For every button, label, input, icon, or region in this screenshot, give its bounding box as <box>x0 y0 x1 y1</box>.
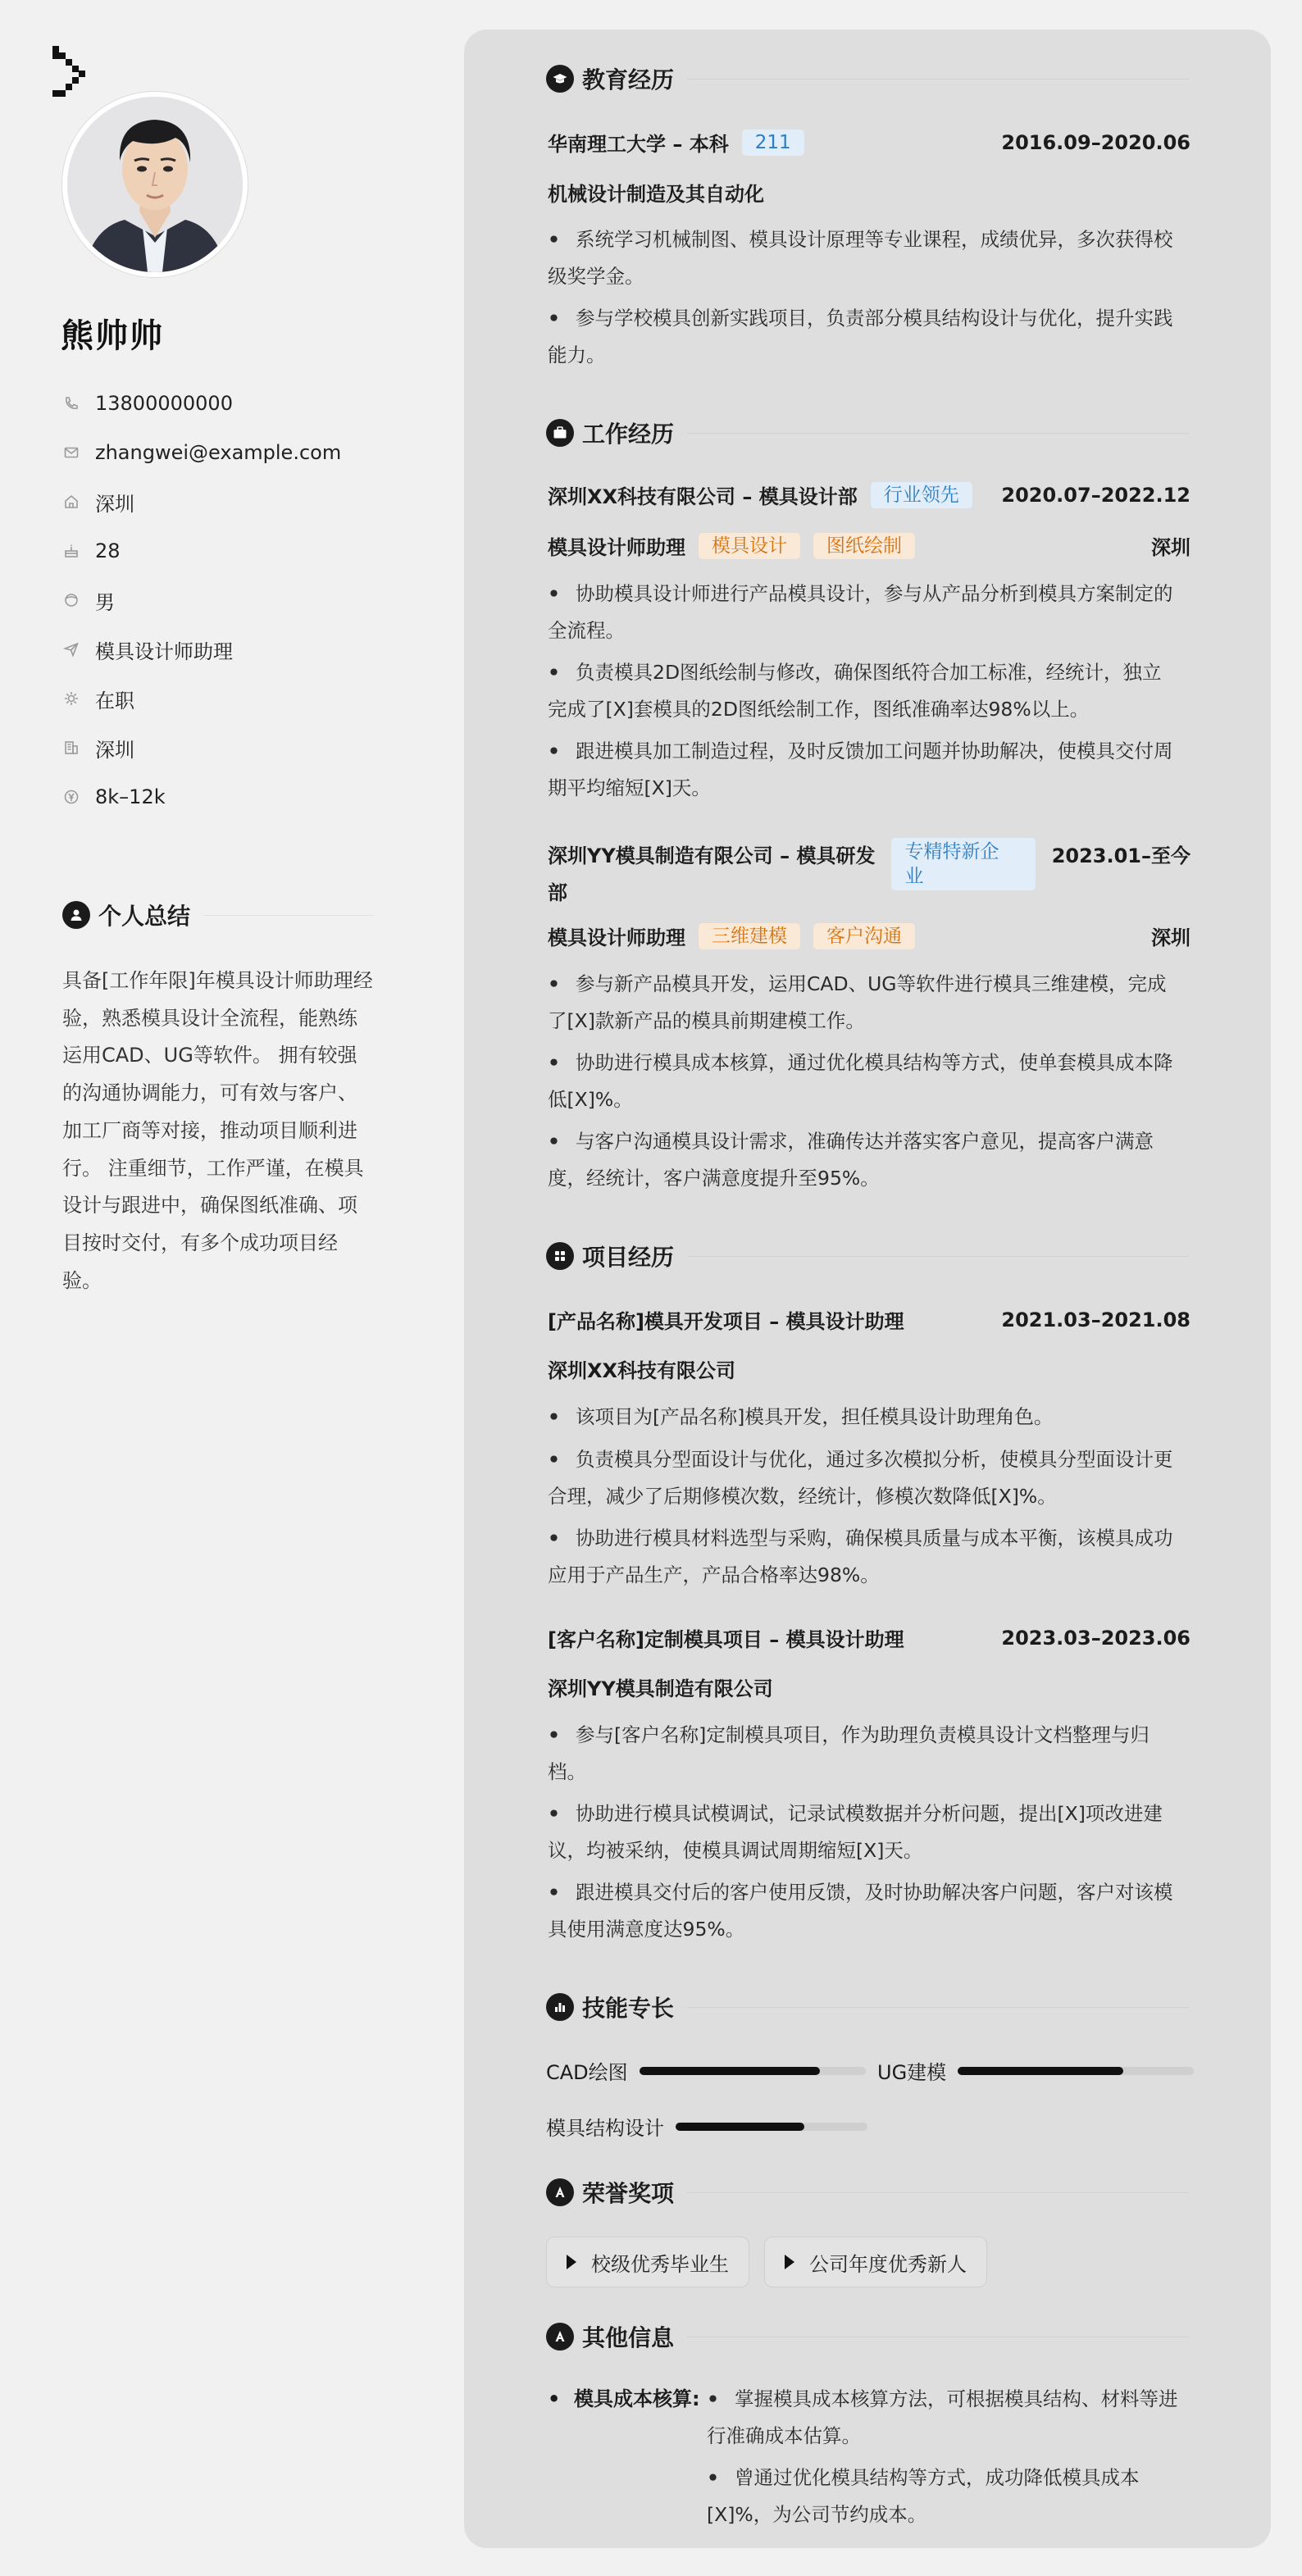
list-item: • 跟进模具交付后的客户使用反馈，及时协助解决客户问题，客户对该模 具使用满意度达95%。 <box>548 1874 1190 1948</box>
salary-text: 8k–12k <box>95 785 166 808</box>
list-item: • 负责模具2D图纸绘制与修改，确保图纸符合加工标准，经统计，独立 完成了[X]套模具的2D图纸绘制工作，图纸准确率达98%以上。 <box>548 654 1190 728</box>
bullet-line: 应用于产品生产，产品合格率达98%。 <box>548 1563 880 1586</box>
summary-line: 的沟通协调能力，可有效与客户、 <box>62 1081 357 1105</box>
work-section-header <box>546 418 1189 448</box>
grid-icon <box>546 1242 574 1270</box>
bullet-line: 该项目为[产品名称]模具开发，担任模具设计助理角色。 <box>576 1405 1054 1428</box>
list-item: • 协助进行模具试模调试，记录试模数据并分析问题，提出[X]项改进建 议，均被采纳，使模具调试周期缩短[X]天。 <box>548 1795 1190 1869</box>
bullet-line: 掌握模具成本核算方法，可根据模具结构、材料等进 <box>735 2387 1178 2410</box>
job-role-row <box>548 922 1190 950</box>
skill-name: 模具结构设计 <box>546 2117 664 2140</box>
project-header <box>548 1305 1190 1334</box>
education-row <box>548 128 1190 157</box>
left-column <box>0 0 443 2576</box>
major: 机械设计制造及其自动化 <box>548 183 764 206</box>
job-city: 深圳 <box>1151 536 1190 559</box>
job-header <box>548 838 1190 912</box>
status-icon <box>62 690 80 708</box>
award-icon <box>546 2323 574 2351</box>
email-text: zhangwei@example.com <box>95 441 342 464</box>
salary-icon <box>62 788 80 806</box>
bullet-line: 行准确成本估算。 <box>707 2424 861 2447</box>
summary-line: 具备[工作年限]年模具设计师助理经 <box>62 969 373 992</box>
other-key: • 模具成本核算: <box>548 2387 700 2410</box>
honor-label: 校级优秀毕业生 <box>591 2252 729 2276</box>
project-date: 2021.03–2021.08 <box>1001 1308 1190 1331</box>
info-salary <box>62 772 341 821</box>
list-item: • 参与学校模具创新实践项目，负责部分模具结构设计与优化，提升实践 能力。 <box>548 300 1190 374</box>
work-title: 工作经历 <box>582 421 675 448</box>
bullet-line: 负责模具分型面设计与优化，通过多次模拟分析，使模具分型面设计更 <box>576 1448 1173 1471</box>
bullet-line: 系统学习机械制图、模具设计原理等专业课程，成绩优异，多次获得校 <box>576 228 1173 251</box>
phone-icon <box>62 394 80 412</box>
bullet-line: 跟进模具加工制造过程，及时反馈加工问题并协助解决，使模具交付周 <box>576 740 1173 762</box>
skill-name: UG建模 <box>877 2061 947 2084</box>
bullet-line: 协助进行模具试模调试，记录试模数据并分析问题，提出[X]项改进建 <box>576 1802 1163 1825</box>
honor-label: 公司年度优秀新人 <box>809 2252 967 2276</box>
bullet-line: 完成了[X]套模具的2D图纸绘制工作，图纸准确率达98%以上。 <box>548 698 1090 721</box>
skill-bar <box>640 2067 866 2075</box>
skill-cad <box>546 2056 866 2085</box>
info-position <box>62 625 341 674</box>
bullet-line: 档。 <box>548 1760 586 1783</box>
projects-section-header <box>546 1241 1189 1271</box>
job-date: 2023.01–至今 <box>1051 844 1190 867</box>
summary-line: 行。 注重细节，工作严谨，在模具 <box>62 1156 364 1180</box>
list-item: • 与客户沟通模具设计需求，准确传达并落实客户意见，提高客户满意 度，经统计，客户满意度提升至95%。 <box>548 1123 1190 1197</box>
info-phone <box>62 379 341 428</box>
info-gender <box>62 576 341 625</box>
bullet-line: 协助进行模具成本核算，通过优化模具结构等方式，使单套模具成本降 <box>576 1051 1173 1074</box>
user-circle-icon <box>62 901 90 929</box>
divider <box>687 433 1189 434</box>
skills-section-header <box>546 1992 1189 2022</box>
avatar-portrait-icon <box>67 97 243 272</box>
skill-bar-fill <box>640 2067 821 2075</box>
divider <box>687 2192 1189 2193</box>
bullet-line: [X]%，为公司节约成本。 <box>707 2503 927 2526</box>
job-company <box>548 838 875 912</box>
other-section-header <box>546 2322 1189 2351</box>
logo-icon <box>52 46 85 97</box>
summary-line: 目按时交付，有多个成功项目经 <box>62 1231 338 1254</box>
skill-bar <box>958 2067 1194 2075</box>
summary-text <box>62 963 382 1299</box>
play-icon <box>785 2255 794 2269</box>
list-item: • 掌握模具成本核算方法，可根据模具结构、材料等进 行准确成本估算。 <box>707 2381 1199 2455</box>
briefcase-icon <box>546 419 574 447</box>
gender-text: 男 <box>95 590 115 614</box>
skill-bar-fill <box>676 2123 804 2131</box>
graduation-cap-icon <box>546 65 574 93</box>
list-item: • 该项目为[产品名称]模具开发，担任模具设计助理角色。 <box>548 1405 1054 1428</box>
bullet-line: 合理，减少了后期修模次数，经统计，修模次数降低[X]%。 <box>548 1485 1057 1508</box>
location-text: 深圳 <box>95 492 134 516</box>
company-line: 部 <box>548 881 567 904</box>
list-item: • 协助进行模具材料选型与采购，确保模具质量与成本平衡，该模具成功 应用于产品生产，产品合格率达98%。 <box>548 1520 1190 1594</box>
status-text: 在职 <box>95 689 134 712</box>
mail-icon <box>62 444 80 462</box>
honor-item <box>546 2237 749 2287</box>
bullet-line: 参与学校模具创新实践项目，负责部分模具结构设计与优化，提升实践 <box>576 307 1173 330</box>
divider <box>687 79 1189 80</box>
bullet-line: 具使用满意度达95%。 <box>548 1918 745 1941</box>
skill-structure <box>546 2112 867 2141</box>
skill-name: CAD绘图 <box>546 2061 628 2084</box>
list-item: • 系统学习机械制图、模具设计原理等专业课程，成绩优异，多次获得校 级奖学金。 <box>548 221 1190 295</box>
job-city: 深圳 <box>1151 926 1190 949</box>
list-item: • 参与新产品模具开发，运用CAD、UG等软件进行模具三维建模，完成 了[X]款新产品的模具前期建模工作。 <box>548 966 1190 1040</box>
job-date: 2020.07–2022.12 <box>1001 483 1190 507</box>
main-panel <box>464 30 1271 2548</box>
play-icon <box>567 2255 576 2269</box>
education-section-header <box>546 64 1189 93</box>
bullet-line: 负责模具2D图纸绘制与修改，确保图纸符合加工标准，经统计，独立 <box>576 661 1162 684</box>
list-item: • 负责模具分型面设计与优化，通过多次模拟分析，使模具分型面设计更 合理，减少了后期修模次数，经统计，修模次数降低[X]%。 <box>548 1441 1190 1515</box>
skill-tag: 三维建模 <box>699 923 800 949</box>
bullet-line: 全流程。 <box>548 619 625 642</box>
skill-bar-fill <box>958 2067 1123 2075</box>
list-item: • 参与[客户名称]定制模具项目，作为助理负责模具设计文档整理与归 档。 <box>548 1717 1190 1791</box>
home-icon <box>62 493 80 511</box>
bullet-line: 参与[客户名称]定制模具项目，作为助理负责模具设计文档整理与归 <box>576 1723 1149 1746</box>
building-icon <box>62 739 80 757</box>
age-text: 28 <box>95 539 121 562</box>
school-tag: 211 <box>742 130 804 156</box>
list-item: • 跟进模具加工制造过程，及时反馈加工问题并协助解决，使模具交付周 期平均缩短[X]天。 <box>548 733 1190 807</box>
summary-line: 加工厂商等对接，推动项目顺利进 <box>62 1118 357 1142</box>
bullet-line: 协助模具设计师进行产品模具设计，参与从产品分析到模具方案制定的 <box>576 582 1173 605</box>
bar-chart-icon <box>546 1993 574 2021</box>
tag-line: 专精特新企 <box>904 841 999 862</box>
education-title: 教育经历 <box>582 66 675 93</box>
job-role-row <box>548 531 1190 560</box>
bullet-line: 度，经统计，客户满意度提升至95%。 <box>548 1167 880 1190</box>
bullet-line: 低[X]%。 <box>548 1088 633 1111</box>
bullet-line: 议，均被采纳，使模具调试周期缩短[X]天。 <box>548 1839 923 1862</box>
candidate-name: 熊帅帅 <box>61 317 164 355</box>
tag-line: 业 <box>904 866 924 887</box>
summary-line: 设计与跟进中，确保图纸准确、项 <box>62 1194 357 1217</box>
phone-text: 13800000000 <box>95 392 233 415</box>
skill-bar <box>676 2123 867 2131</box>
send-icon <box>62 640 80 658</box>
bullet-line: 协助进行模具材料选型与采购，确保模具质量与成本平衡，该模具成功 <box>576 1527 1173 1550</box>
project-date: 2023.03–2023.06 <box>1001 1626 1190 1650</box>
company-line: 深圳YY模具制造有限公司 – 模具研发 <box>548 844 876 867</box>
education-date: 2016.09–2020.06 <box>1001 130 1190 154</box>
info-email <box>62 428 341 477</box>
project-company: 深圳XX科技有限公司 <box>548 1359 736 1382</box>
gender-icon <box>62 591 80 609</box>
divider <box>687 1256 1189 1257</box>
bullet-line: 跟进模具交付后的客户使用反馈，及时协助解决客户问题，客户对该模 <box>576 1881 1173 1904</box>
info-location <box>62 477 341 526</box>
award-icon <box>546 2178 574 2206</box>
bullet-line: 能力。 <box>548 344 606 366</box>
other-key-label: 模具成本核算: <box>574 2387 700 2410</box>
skill-tag: 客户沟通 <box>813 923 915 949</box>
honor-item <box>764 2237 987 2287</box>
list-item: • 协助进行模具成本核算，通过优化模具结构等方式，使单套模具成本降 低[X]%。 <box>548 1045 1190 1118</box>
summary-title: 个人总结 <box>98 903 191 930</box>
skill-tag: 模具设计 <box>699 533 800 559</box>
project-name: [产品名称]模具开发项目 – 模具设计助理 <box>548 1310 904 1333</box>
summary-line: 运用CAD、UG等软件。 拥有较强 <box>62 1044 357 1067</box>
honors-title: 荣誉奖项 <box>582 2180 675 2207</box>
cake-icon <box>62 542 80 560</box>
summary-line: 验，熟悉模具设计全流程，能熟练 <box>62 1006 357 1030</box>
job-company: 深圳XX科技有限公司 – 模具设计部 <box>548 485 858 508</box>
info-city <box>62 723 341 772</box>
bullet-line: 参与新产品模具开发，运用CAD、UG等软件进行模具三维建模，完成 <box>576 972 1167 995</box>
skill-ug <box>877 2056 1194 2085</box>
honors-section-header <box>546 2178 1189 2207</box>
city-text: 深圳 <box>95 738 134 762</box>
job-role: 模具设计师助理 <box>548 926 685 949</box>
bullet-line: 曾通过优化模具结构等方式，成功降低模具成本 <box>735 2466 1140 2489</box>
company-tag: 行业领先 <box>871 482 972 508</box>
job-role: 模具设计师助理 <box>548 536 685 559</box>
divider <box>687 2007 1189 2008</box>
other-title: 其他信息 <box>582 2324 675 2351</box>
summary-section-header <box>62 899 374 931</box>
project-name: [客户名称]定制模具项目 – 模具设计助理 <box>548 1628 904 1651</box>
list-item: • 协助模具设计师进行产品模具设计，参与从产品分析到模具方案制定的 全流程。 <box>548 576 1190 649</box>
projects-title: 项目经历 <box>582 1244 675 1271</box>
job-header <box>548 480 1190 509</box>
avatar <box>62 92 248 277</box>
company-tag <box>891 838 1036 890</box>
bullet-line: 期平均缩短[X]天。 <box>548 776 711 799</box>
summary-line: 验。 <box>62 1268 102 1292</box>
contact-info-list <box>62 379 341 821</box>
project-company: 深圳YY模具制造有限公司 <box>548 1677 773 1700</box>
bullet-line: 级奖学金。 <box>548 265 644 288</box>
bullet-line: 与客户沟通模具设计需求，准确传达并落实客户意见，提高客户满意 <box>576 1130 1154 1153</box>
project-header <box>548 1623 1190 1652</box>
position-text: 模具设计师助理 <box>95 639 233 663</box>
skill-tag: 图纸绘制 <box>813 533 915 559</box>
skills-title: 技能专长 <box>582 1995 675 2022</box>
info-age <box>62 526 341 576</box>
divider <box>203 915 374 916</box>
school-name: 华南理工大学 – 本科 <box>548 133 729 156</box>
bullet-line: 了[X]款新产品的模具前期建模工作。 <box>548 1009 865 1032</box>
list-item: • 曾通过优化模具结构等方式，成功降低模具成本 [X]%，为公司节约成本。 <box>707 2460 1199 2533</box>
info-status <box>62 674 341 723</box>
